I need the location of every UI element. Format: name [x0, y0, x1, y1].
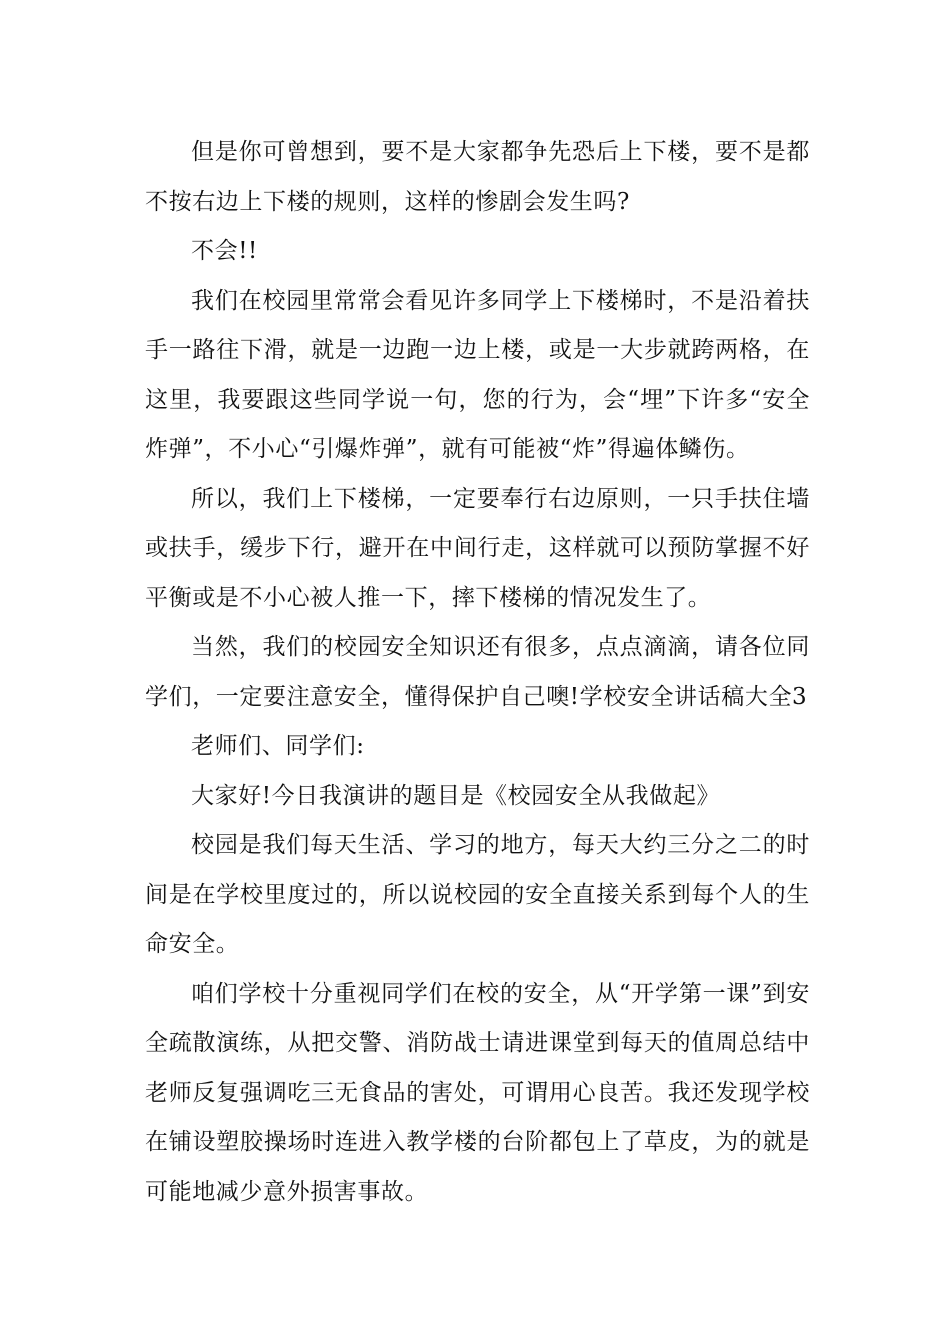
paragraph-3: 我们在校园里常常会看见许多同学上下楼梯时，不是沿着扶手一路往下滑，就是一边跑一边上楼，或是一大步就跨两格，在这里，我要跟这些同学说一句，您的行为，会“埋”下许多“安全炸弹”，不小心“引爆炸弹”，就有可能被“炸”得遍体鳞伤。: [145, 287, 810, 462]
paragraph-2: 不会!!: [191, 238, 258, 264]
paragraph-1: 但是你可曾想到，要不是大家都争先恐后上下楼，要不是都不按右边上下楼的规则，这样的惨剧会发生吗?: [145, 139, 810, 215]
paragraph-9: 咱们学校十分重视同学们在校的安全，从“开学第一课”到安全疏散演练，从把交警、消防战士请进课堂到每天的值周总结中老师反复强调吃三无食品的害处，可谓用心良苦。我还发现学校在铺设塑胶操场时连进入教学楼的台阶都包上了草皮，为的就是可能地减少意外损害事故。: [145, 980, 810, 1205]
paragraph-8: 校园是我们每天生活、学习的地方，每天大约三分之二的时间是在学校里度过的，所以说校园的安全直接关系到每个人的生命安全。: [145, 832, 810, 957]
paragraph-6: 老师们、同学们:: [191, 733, 365, 759]
paragraph-5: 当然，我们的校园安全知识还有很多，点点滴滴，请各位同学们，一定要注意安全，懂得保护自己噢!学校安全讲话稿大全3: [145, 634, 810, 710]
paragraph-4: 所以，我们上下楼梯，一定要奉行右边原则，一只手扶住墙或扶手，缓步下行，避开在中间行走，这样就可以预防掌握不好平衡或是不小心被人推一下，摔下楼梯的情况发生了。: [145, 485, 810, 611]
document-body: [145, 128, 810, 1217]
paragraph-7: 大家好!今日我演讲的题目是《校园安全从我做起》: [191, 782, 721, 809]
